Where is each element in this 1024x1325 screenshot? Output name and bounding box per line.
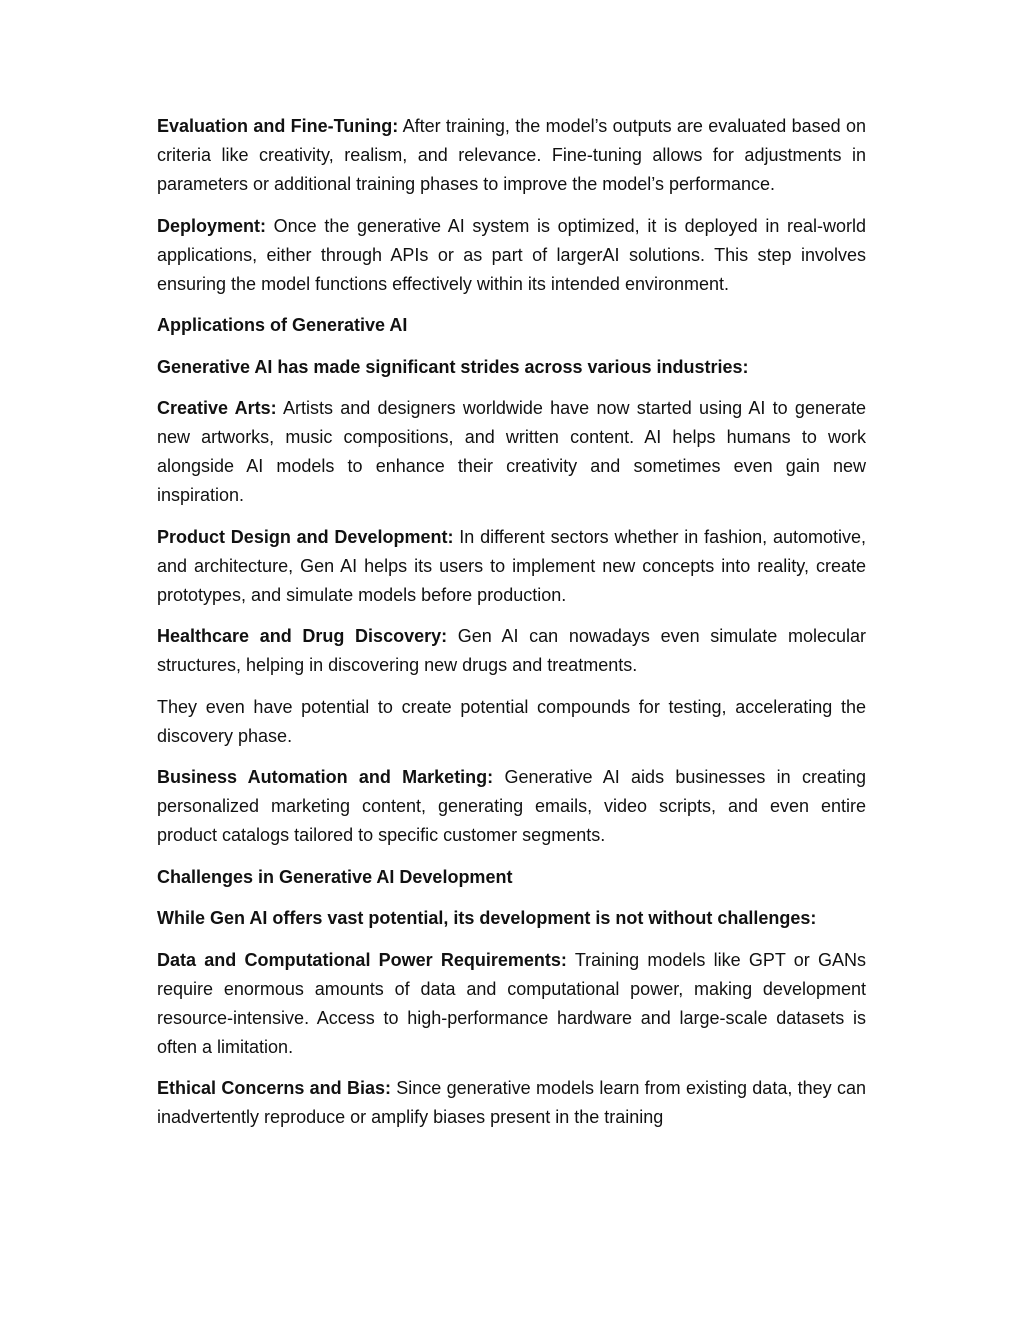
paragraph-lead: Creative Arts: (157, 398, 277, 418)
paragraph-text: Gen AI can nowadays even simulate molecular structures, helping in discovering new drugs and treatments. (157, 626, 866, 675)
paragraph-text: Training models like GPT or GANs require enormous amounts of data and computational power, making development resource-intensive. Access to high-performance hardware and large-scale datasets is often a limitation. (157, 949, 867, 1057)
subheading-challenges-intro: While Gen AI offers vast potential, its development is not without challenges: (157, 908, 817, 928)
paragraph-lead: Business Automation and Marketing: (157, 767, 494, 787)
paragraph-lead: Ethical Concerns and Bias: (157, 1078, 391, 1098)
subheading-applications-intro: Generative AI has made significant strides across various industries: (157, 356, 749, 377)
paragraph-text: After training, the model’s outputs are evaluated based on criteria like creativity, realism, and relevance. Fine-tuning allows for adjustments in parameters or additional training phases to improve the model’s performance. (157, 116, 866, 194)
paragraph-lead: Product Design and Development: (157, 526, 454, 547)
paragraph-lead: Data and Computational Power Requirements: (157, 949, 567, 970)
paragraph-compounds: They even have potential to create potential compounds for testing, accelerating the discovery phase. (157, 696, 866, 746)
paragraph-lead: Healthcare and Drug Discovery: (157, 626, 448, 646)
paragraph-product-design (157, 523, 866, 610)
paragraph-lead: Deployment: (157, 215, 267, 236)
document-page (157, 112, 866, 1145)
paragraph-text: In different sectors whether in fashion, automotive, and architecture, Gen AI helps its users to implement new concepts into reality, create prototypes, and simulate models before production. (157, 526, 867, 605)
section-heading-challenges: Challenges in Generative AI Development (157, 866, 513, 887)
paragraph-lead: Evaluation and Fine-Tuning: (157, 116, 399, 136)
paragraph-data-computational (157, 946, 866, 1062)
paragraph-text: Since generative models learn from existing data, they can inadvertently reproduce or amplify biases present in the training (157, 1078, 866, 1127)
paragraph-ethical-concerns (157, 1074, 866, 1132)
paragraph-evaluation-fine-tuning (157, 112, 866, 199)
paragraph-deployment (157, 212, 866, 299)
paragraph-creative-arts (157, 394, 866, 510)
paragraph-text: Artists and designers worldwide have now started using AI to generate new artworks, music compositions, and written content. AI helps humans to work alongside AI models to enhance their creativity and sometimes even gain new inspiration. (157, 398, 866, 505)
section-heading-applications: Applications of Generative AI (157, 315, 408, 335)
paragraph-text: Once the generative AI system is optimized, it is deployed in real-world applications, either through APIs or as part of largerAI solutions. This step involves ensuring the model functions effectively within its intended environment. (157, 215, 866, 294)
paragraph-text: Generative AI aids businesses in creating personalized marketing content, generating emails, video scripts, and even entire product catalogs tailored to specific customer segments. (157, 767, 866, 845)
paragraph-business-automation (157, 763, 866, 850)
paragraph-healthcare (157, 622, 866, 680)
